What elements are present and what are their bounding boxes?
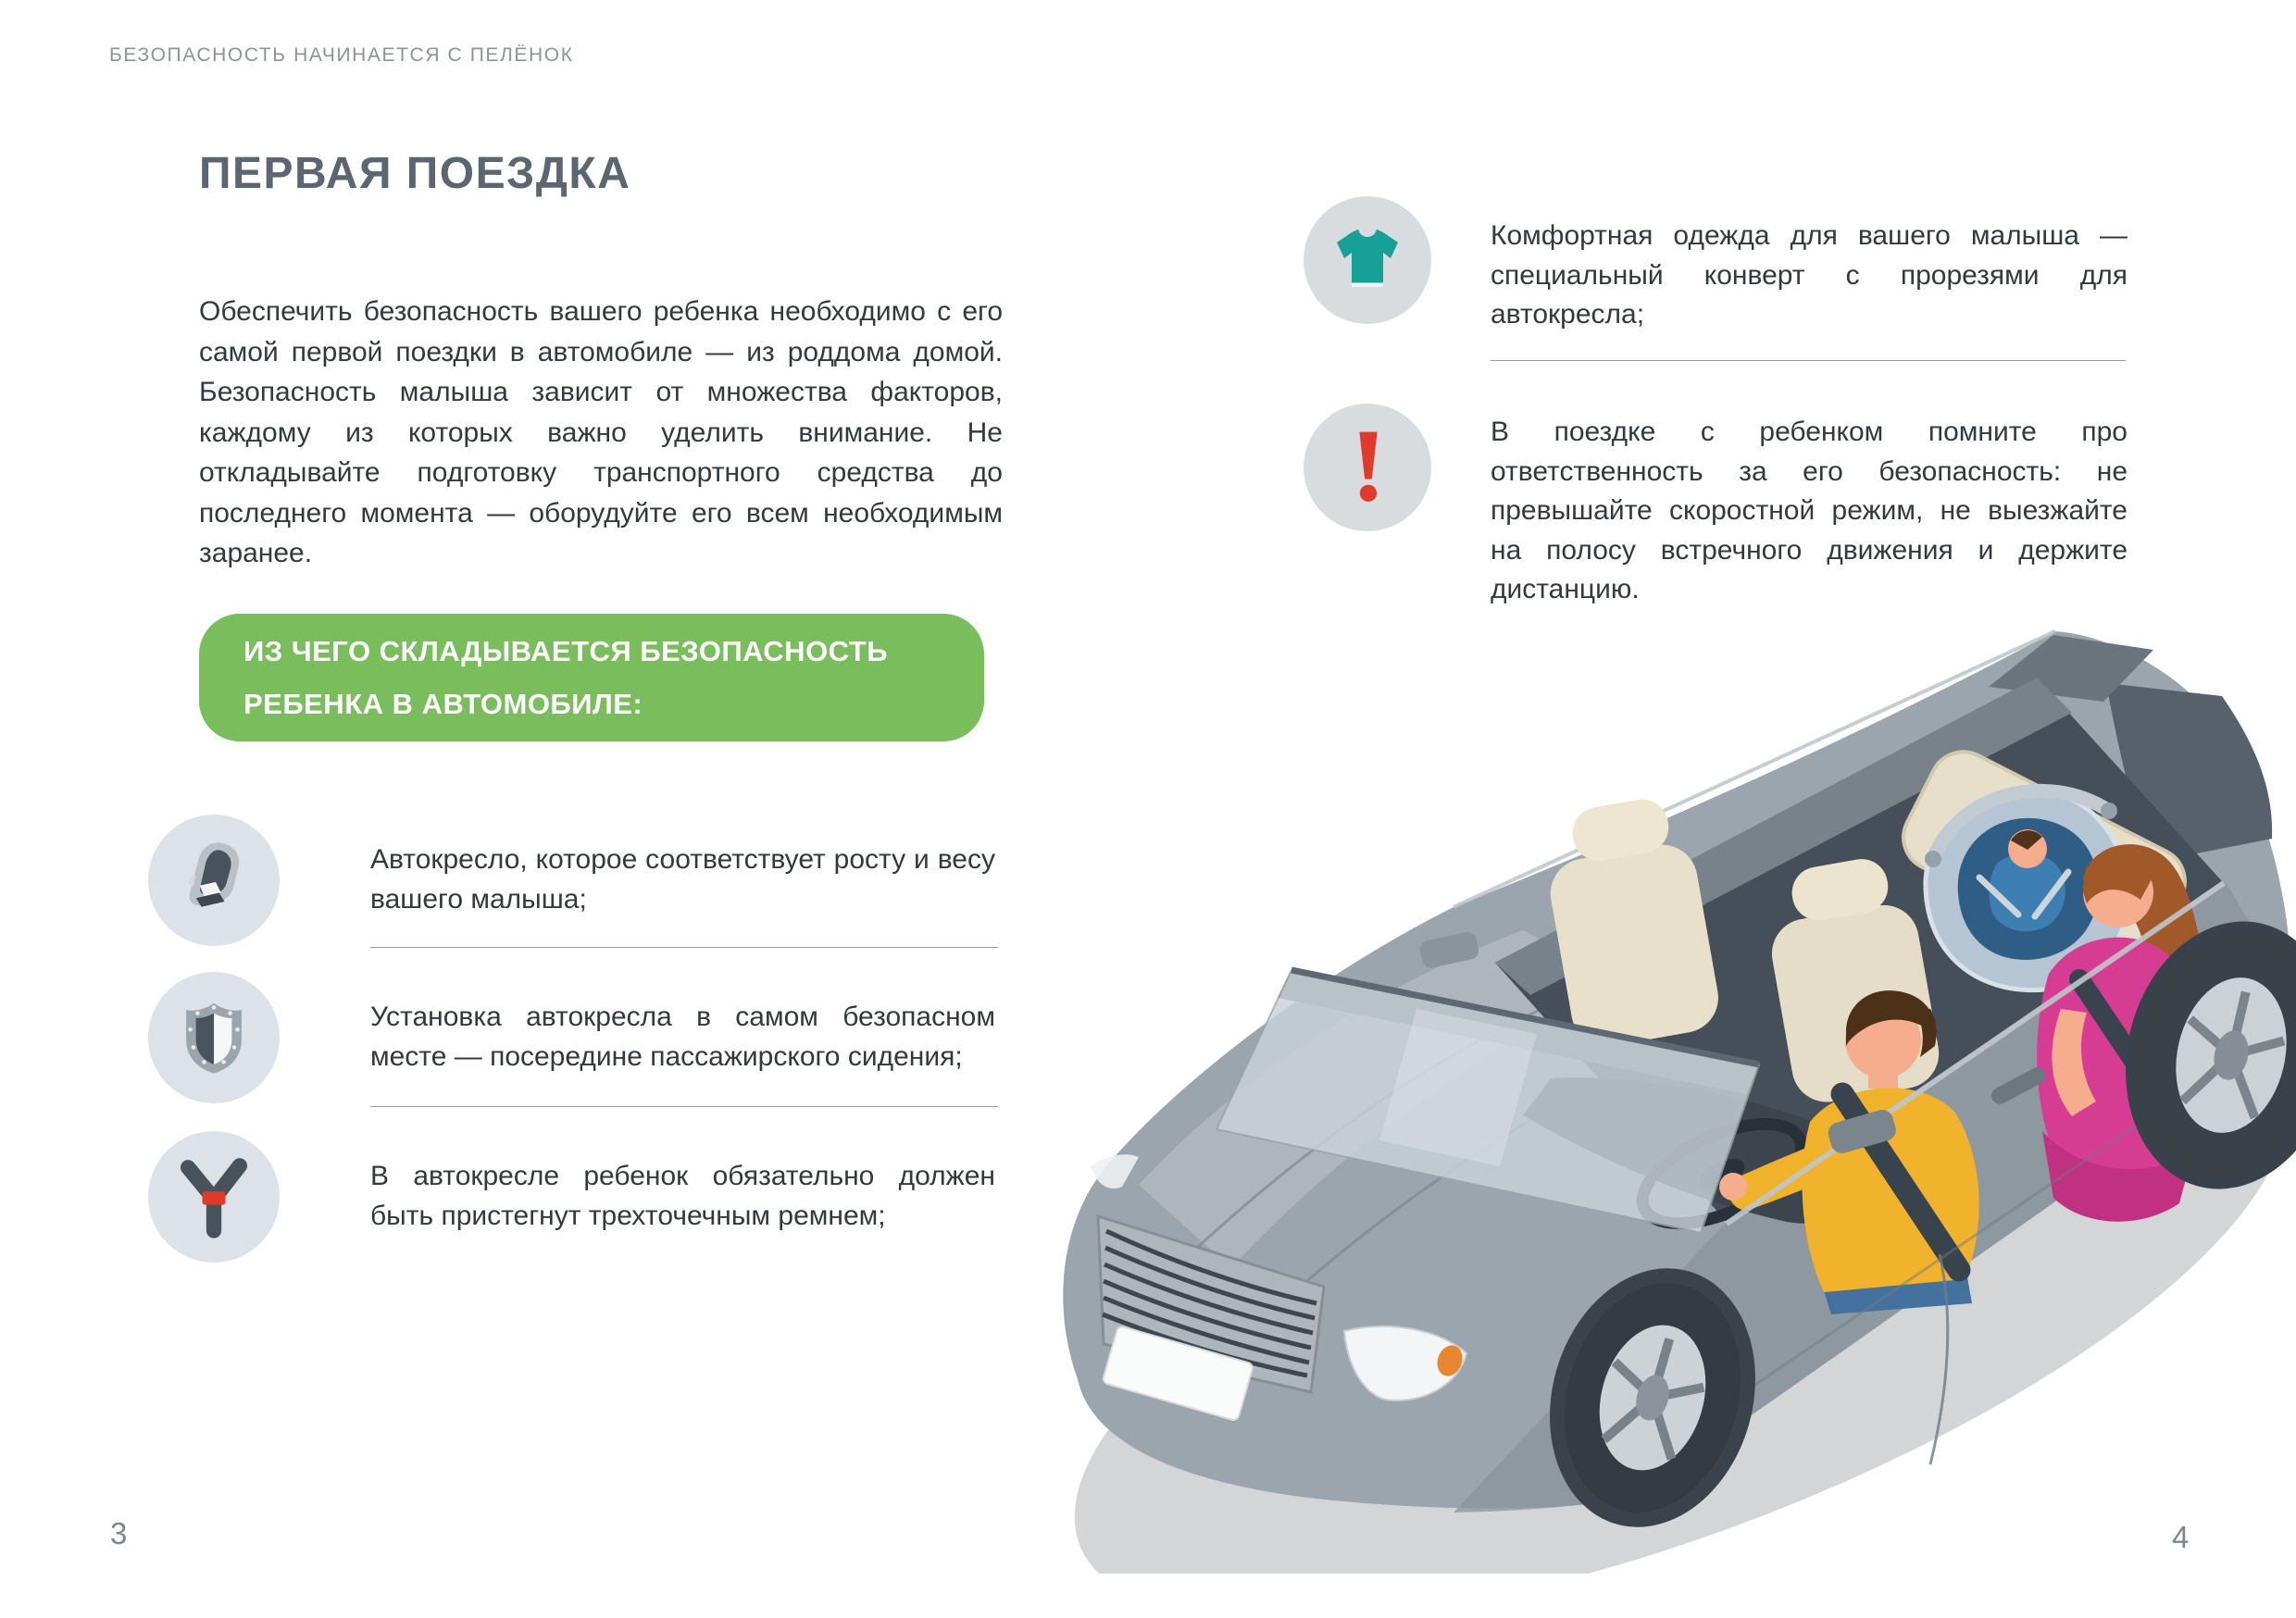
list-item [1304,196,2128,335]
divider [370,1106,998,1107]
green-callout-text: ИЗ ЧЕГО СКЛАДЫВАЕТСЯ БЕЗОПАСНОСТЬ РЕБЕНКА В АВТОМОБИЛЕ: [243,634,889,720]
list-item [148,972,995,1103]
list-item-text: В автокресле ребенок обязательно должен быть пристегнут трехточечным ремнем; [370,1161,995,1231]
tshirt-icon [1321,214,1414,306]
divider [370,947,998,948]
list-item-text: Комфортная одежда для вашего малыша — специальный конверт с прорезями для автокресла; [1491,220,2128,330]
car-seat-icon [169,836,258,925]
intro-paragraph: Обеспечить безопасность вашего ребенка необходимо с его самой первой поездки в автомобиле — из роддома домой. Безопасность малыша зависит от множества факторов, каждому из которых важно уделить внимание. Не откладывайте подготовку транспортного средства до последнего момента — оборудуйте его всем необходимым заранее. [199,296,1003,568]
divider [1491,360,2126,361]
list-item-text: В поездке с ребенком помните про ответственность за его безопасность: не превышайте скоростной режим, не выезжайте на полосу встречного движения и держите дистанцию. [1491,417,2128,605]
list-item-text: Установка автокресла в самом безопасном месте — посередине пассажирского сидения; [370,1002,995,1072]
page-number-left: 3 [110,1516,128,1550]
icon-circle [148,1131,280,1263]
icon-circle [1304,196,1431,324]
exclamation-icon [1323,423,1412,512]
icon-circle [148,972,280,1103]
green-callout [199,614,984,741]
running-header: БЕЗОПАСНОСТЬ НАЧИНАЕТСЯ С ПЕЛЁНОК [109,44,574,66]
list-item [148,1131,995,1263]
icon-circle [148,815,280,946]
page-number-right: 4 [2172,1520,2190,1554]
page-title: ПЕРВАЯ ПОЕЗДКА [199,149,631,198]
shield-icon [173,997,255,1078]
seat-belt-icon [169,1152,258,1241]
car-family-illustration [1018,574,2296,1574]
list-item [148,815,995,946]
list-item-text: Автокресло, которое соответствует росту и весу вашего малыша; [370,844,995,915]
icon-circle [1304,404,1431,531]
